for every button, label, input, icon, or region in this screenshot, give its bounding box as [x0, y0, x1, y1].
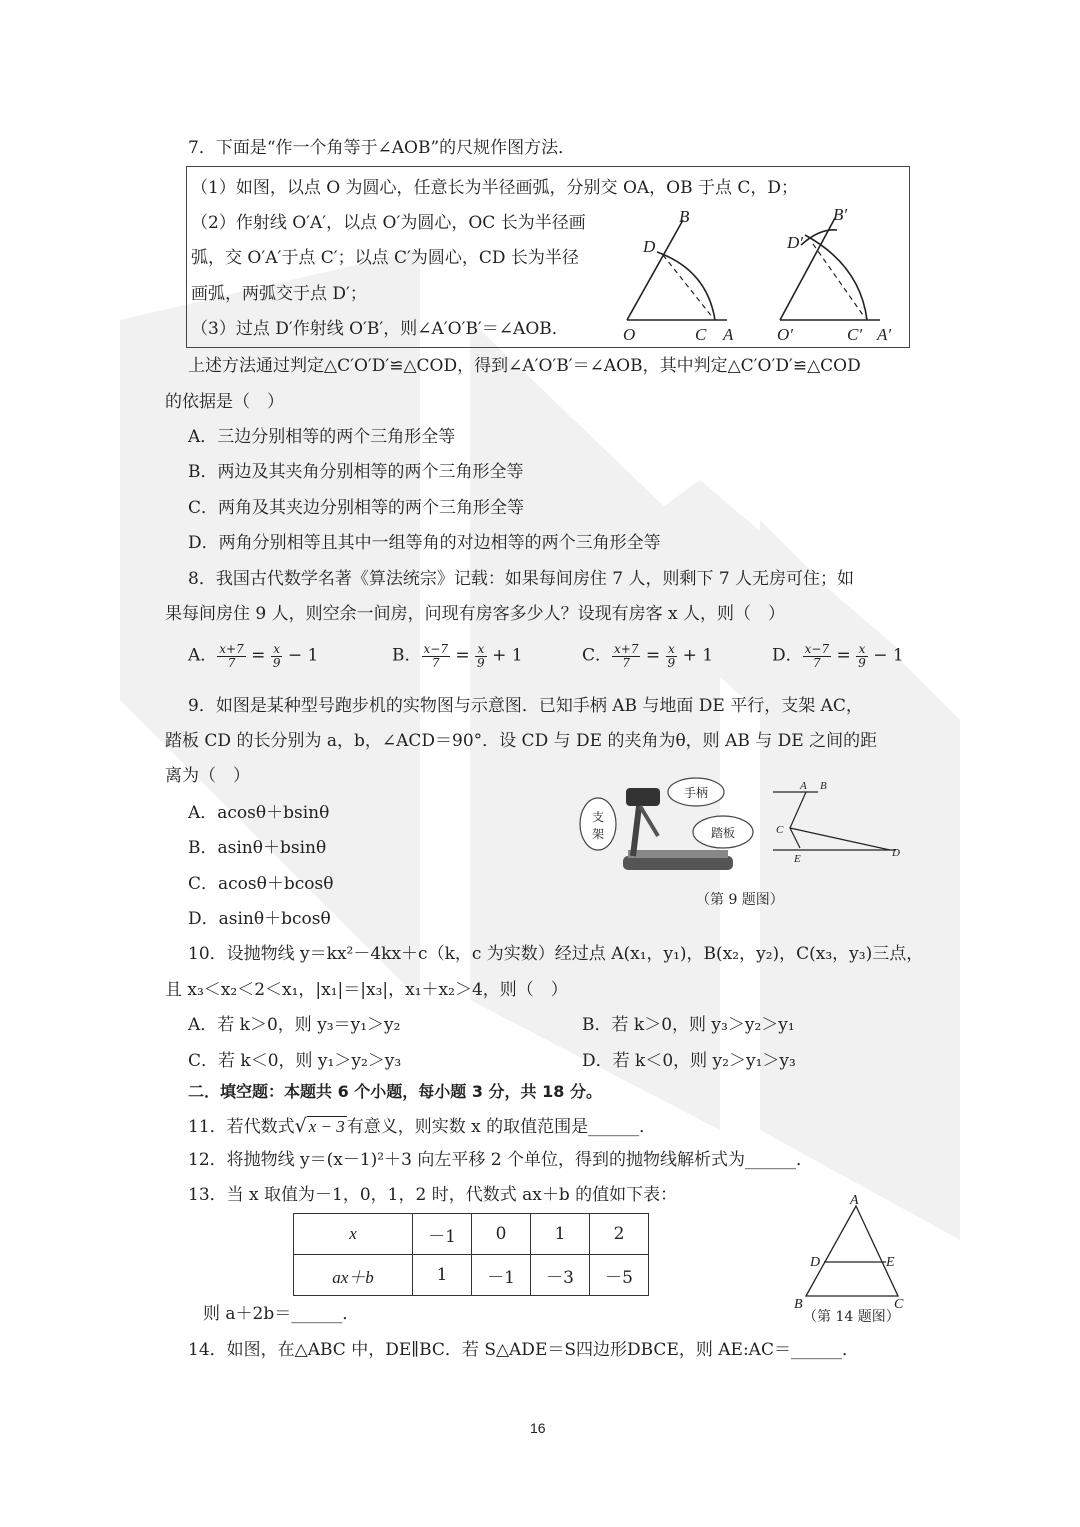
label-A: A: [723, 325, 734, 344]
bubble-pedal: 踏板: [711, 826, 736, 840]
q8-option-a: A． $\frac{x+7}{7}$ = $\frac{x}{9}$ − 1: [188, 642, 319, 670]
q9-option-b: B．asinθ＋bsinθ: [188, 838, 327, 858]
label-A2: A′: [877, 325, 892, 344]
q14-line1: 14．如图，在△ABC 中，DE∥BC．若 S△ADE＝S四边形DBCE，则 AE:AC＝______．: [188, 1340, 859, 1360]
page-number: 16: [530, 1420, 546, 1436]
q7-question-1: 上述方法通过判定△C′O′D′≌△COD，得到∠A′O′B′＝∠AOB，其中判定△C′O′D′≌△COD: [188, 356, 861, 376]
label-D: D: [643, 237, 656, 256]
q9-caption: （第 9 题图）: [696, 892, 784, 908]
q7-question-2: 的依据是（ ）: [165, 392, 284, 412]
schematic-E: E: [794, 853, 801, 865]
schematic-A: A: [800, 780, 807, 792]
table-row: ax＋b 1 －1 －3 －5: [294, 1255, 649, 1296]
q10-option-a: A．若 k＞0，则 y₃＝y₁＞y₂: [188, 1015, 401, 1035]
q10-option-d: D．若 k＜0，则 y₂＞y₁＞y₃: [582, 1051, 796, 1071]
q10-line1: 10．设抛物线 y＝kx²－4kx＋c（k，c 为实数）经过点 A(x₁，y₁)，B(x₂，y₂)，C(x₃，y₃)三点，: [188, 944, 924, 964]
q7-option-c: C．两角及其夹边分别相等的两个三角形全等: [188, 498, 525, 518]
q13-line1: 13．当 x 取值为－1，0，1，2 时，代数式 ax＋b 的值如下表：: [188, 1185, 678, 1205]
q9-treadmill-figure: [578, 776, 908, 891]
q9-option-c: C．acosθ＋bcosθ: [188, 874, 334, 894]
q9-option-a: A．acosθ＋bsinθ: [188, 803, 330, 823]
q13-answer: 则 a＋2b＝______．: [203, 1304, 360, 1324]
label-B: B: [679, 207, 690, 226]
q7-option-a: A．三边分别相等的两个三角形全等: [188, 427, 456, 447]
tri-A: A: [850, 1193, 859, 1208]
table-row: x －1 0 1 2: [294, 1214, 649, 1255]
schematic-C: C: [776, 824, 784, 836]
schematic-D: D: [892, 847, 900, 859]
section-2-heading: 二．填空题：本题共 6 个小题，每小题 3 分，共 18 分。: [188, 1082, 602, 1101]
q8-option-d: D． $\frac{x-7}{7}$ = $\frac{x}{9}$ − 1: [772, 642, 904, 670]
label-O: O: [623, 325, 636, 344]
q7-option-d: D．两角分别相等且其中一组等角的对边相等的两个三角形全等: [188, 533, 661, 553]
q7-step2c: 画弧，两弧交于点 D′；: [191, 284, 367, 304]
label-O2: O′: [777, 325, 793, 344]
tri-D: D: [810, 1255, 821, 1270]
q11: 11．若代数式√ x − 3 有意义，则实数 x 的取值范围是______．: [188, 1115, 657, 1137]
q7-step2a: （2）作射线 O′A′，以点 O′为圆心，OC 长为半径画: [191, 213, 586, 233]
tri-E: E: [886, 1255, 895, 1270]
schematic-B: B: [820, 780, 827, 792]
tri-B: B: [794, 1297, 803, 1310]
q8-line1: 8．我国古代数学名著《算法统宗》记载：如果每间房住 7 人，则剩下 7 人无房可住；如: [188, 569, 855, 589]
q7-option-b: B．两边及其夹角分别相等的两个三角形全等: [188, 462, 524, 482]
q14-figure: [790, 1190, 910, 1310]
q7-step3: （3）过点 D′作射线 O′B′，则∠A′O′B′＝∠AOB．: [191, 319, 569, 339]
q9-line2: 踏板 CD 的长分别为 a，b，∠ACD＝90°．设 CD 与 DE 的夹角为θ，则 AB 与 DE 之间的距: [165, 731, 878, 751]
q13-table: [293, 1213, 649, 1296]
q8-line2: 果每间房住 9 人，则空余一间房，问现有房客多少人？设现有房客 x 人，则（ ）: [165, 604, 786, 624]
q9-line1: 9．如图是某种型号跑步机的实物图与示意图．已知手柄 AB 与地面 DE 平行，支架 AC，: [188, 696, 863, 716]
label-D2: D′: [787, 233, 803, 252]
q10-line2: 且 x₃＜x₂＜2＜x₁，|x₁|＝|x₃|，x₁＋x₂＞4，则（ ）: [165, 980, 568, 1000]
label-B2: B′: [833, 205, 848, 224]
label-C: C: [695, 325, 707, 344]
q10-option-c: C．若 k＜0，则 y₁＞y₂＞y₃: [188, 1051, 402, 1071]
label-C2: C′: [847, 325, 863, 344]
q10-option-b: B．若 k＞0，则 y₃＞y₂＞y₁: [582, 1015, 795, 1035]
q7-step2b: 弧，交 O′A′于点 C′；以点 C′为圆心，CD 长为半径: [191, 248, 579, 268]
q7-figure: [615, 200, 915, 345]
q12: 12．将抛物线 y＝(x－1)²＋3 向左平移 2 个单位，得到的抛物线解析式为______．: [188, 1150, 813, 1170]
q14-caption: （第 14 题图）: [803, 1309, 900, 1325]
q8-option-c: C． $\frac{x+7}{7}$ = $\frac{x}{9}$ + 1: [582, 642, 714, 670]
bubble-support-2: 架: [592, 827, 605, 841]
tri-C: C: [894, 1297, 904, 1310]
q9-option-d: D．asinθ＋bcosθ: [188, 909, 331, 929]
q7-step1: （1）如图，以点 O 为圆心，任意长为半径画弧，分别交 OA，OB 于点 C，D；: [191, 178, 799, 198]
q7-stem: 7．下面是“作一个角等于∠AOB”的尺规作图方法．: [188, 138, 576, 158]
q8-option-b: B． $\frac{x-7}{7}$ = $\frac{x}{9}$ + 1: [392, 642, 523, 670]
bubble-handle: 手柄: [684, 786, 709, 800]
q9-line3: 离为（ ）: [165, 766, 250, 786]
bubble-support: 支: [592, 810, 605, 824]
